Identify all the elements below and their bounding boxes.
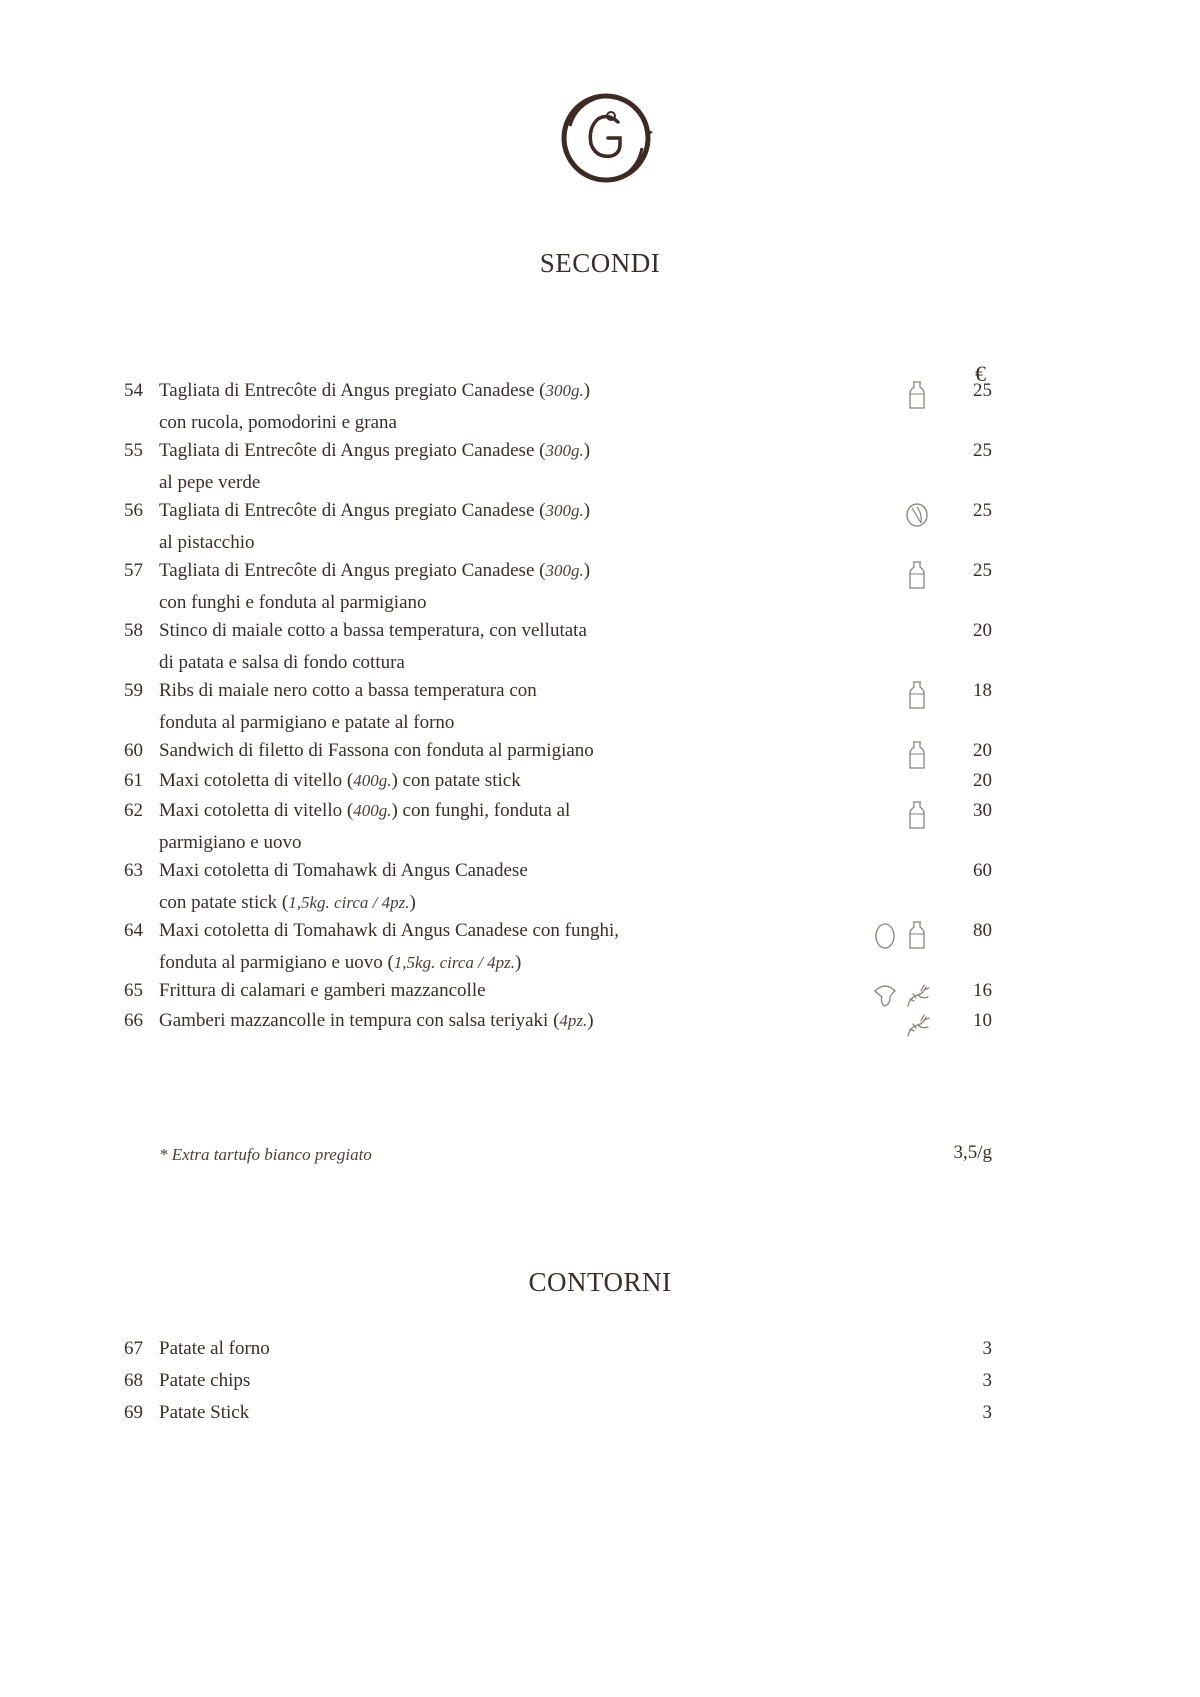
item-price: 20 <box>973 740 992 761</box>
item-number: 59 <box>124 680 143 701</box>
item-weight-note: 1,5kg. circa / 4pz. <box>288 893 410 912</box>
item-price: 25 <box>973 560 992 581</box>
item-number: 62 <box>124 800 143 821</box>
item-description: Tagliata di Entrecôte di Angus pregiato Canadese (300g.) al pistacchio <box>159 500 591 553</box>
item-description: Tagliata di Entrecôte di Angus pregiato Canadese (300g.) con funghi e fonduta al parmigiano <box>159 560 591 613</box>
item-price: 25 <box>973 500 992 521</box>
item-description: Maxi cotoletta di vitello (400g.) con funghi, fonduta al parmigiano e uovo <box>159 800 571 853</box>
item-price: 3 <box>982 1402 992 1423</box>
item-number: 64 <box>124 920 143 941</box>
nut-icon <box>904 499 930 531</box>
item-weight-note: 400g. <box>353 801 392 820</box>
item-number: 54 <box>124 380 143 401</box>
allergen-icons <box>872 919 930 951</box>
milk-icon <box>904 679 930 711</box>
item-price: 25 <box>973 380 992 401</box>
item-weight-note: 4pz. <box>559 1011 588 1030</box>
item-price: 30 <box>973 800 992 821</box>
milk-icon <box>904 559 930 591</box>
item-price: 3 <box>982 1338 992 1359</box>
egg-icon <box>872 919 898 951</box>
item-weight-note: 300g. <box>545 381 584 400</box>
milk-icon <box>904 739 930 771</box>
item-price: 20 <box>973 770 992 791</box>
item-number: 63 <box>124 860 143 881</box>
milk-icon <box>904 919 930 951</box>
item-number: 67 <box>124 1338 143 1359</box>
item-number: 61 <box>124 770 143 791</box>
item-number: 58 <box>124 620 143 641</box>
item-price: 3 <box>982 1370 992 1391</box>
allergen-icons <box>904 1009 930 1041</box>
item-weight-note: 300g. <box>545 561 584 580</box>
item-description: Tagliata di Entrecôte di Angus pregiato Canadese (300g.) con rucola, pomodorini e grana <box>159 380 591 433</box>
item-description: Stinco di maiale cotto a bassa temperatura, con vellutata di patata e salsa di fondo cottura <box>159 620 587 673</box>
item-description: Ribs di maiale nero cotto a bassa temperatura con fonduta al parmigiano e patate al forno <box>159 680 537 733</box>
mollusc-icon <box>872 979 898 1011</box>
section-title-secondi: SECONDI <box>539 248 661 278</box>
section-title-contorni: CONTORNI <box>528 1267 672 1297</box>
item-description: Gamberi mazzancolle in tempura con salsa teriyaki (4pz.) <box>159 1010 594 1031</box>
item-number: 65 <box>124 980 143 1001</box>
item-price: 60 <box>973 860 992 881</box>
allergen-icons <box>904 799 930 831</box>
item-number: 56 <box>124 500 143 521</box>
item-weight-note: 300g. <box>545 441 584 460</box>
shrimp-icon <box>904 979 930 1011</box>
milk-icon <box>904 799 930 831</box>
currency-symbol: € <box>975 361 986 386</box>
item-description: Patate Stick <box>159 1402 250 1423</box>
shrimp-icon <box>904 1009 930 1041</box>
item-description: Frittura di calamari e gamberi mazzancolle <box>159 980 486 1001</box>
item-description: Tagliata di Entrecôte di Angus pregiato Canadese (300g.) al pepe verde <box>159 440 591 493</box>
item-description: Maxi cotoletta di vitello (400g.) con patate stick <box>159 770 521 791</box>
item-weight-note: 400g. <box>353 771 392 790</box>
allergen-icons <box>872 979 930 1011</box>
item-weight-note: 1,5kg. circa / 4pz. <box>393 953 515 972</box>
item-price: 25 <box>973 440 992 461</box>
item-price: 80 <box>973 920 992 941</box>
item-description: Patate chips <box>159 1370 251 1391</box>
item-description: Patate al forno <box>159 1338 270 1359</box>
extra-price: 3,5/g <box>953 1142 992 1163</box>
item-description: Maxi cotoletta di Tomahawk di Angus Canadese con patate stick (1,5kg. circa / 4pz.) <box>159 860 528 913</box>
allergen-icons <box>904 379 930 411</box>
allergen-icons <box>904 679 930 711</box>
allergen-icons <box>904 739 930 771</box>
item-weight-note: 300g. <box>545 501 584 520</box>
item-description: Sandwich di filetto di Fassona con fonduta al parmigiano <box>159 740 594 761</box>
item-number: 55 <box>124 440 143 461</box>
item-number: 57 <box>124 560 143 581</box>
item-number: 60 <box>124 740 143 761</box>
allergen-icons <box>904 559 930 591</box>
item-number: 66 <box>124 1010 143 1031</box>
allergen-icons <box>904 499 930 531</box>
restaurant-logo <box>556 86 656 190</box>
item-price: 20 <box>973 620 992 641</box>
item-price: 16 <box>973 980 992 1001</box>
item-price: 18 <box>973 680 992 701</box>
milk-icon <box>904 379 930 411</box>
item-description: Maxi cotoletta di Tomahawk di Angus Canadese con funghi, fonduta al parmigiano e uovo (1,5kg. circa / 4pz.) <box>159 920 620 973</box>
extra-note: * Extra tartufo bianco pregiato <box>159 1145 372 1164</box>
item-price: 10 <box>973 1010 992 1031</box>
item-number: 69 <box>124 1402 143 1423</box>
item-number: 68 <box>124 1370 143 1391</box>
